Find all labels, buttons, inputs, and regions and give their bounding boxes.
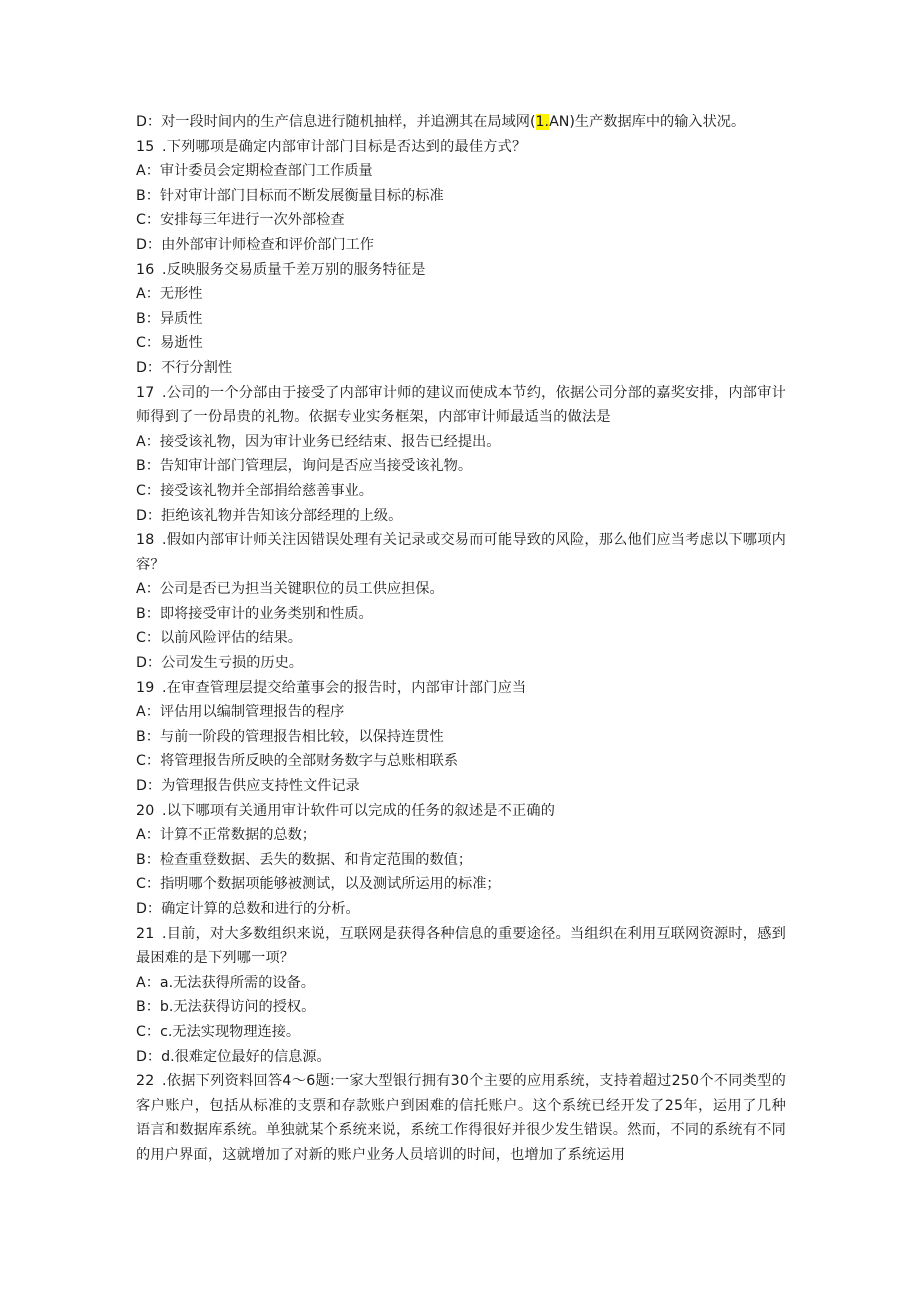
- answer-option: [136, 110, 786, 135]
- question-text: [136, 258, 786, 283]
- answer-option: [136, 356, 786, 381]
- option-text: C：将管理报告所反映的全部财务数字与总账相联系: [136, 753, 459, 770]
- answer-option: [136, 626, 786, 651]
- question-stem: .以下哪项有关通用审计软件可以完成的任务的叙述是不正确的: [162, 802, 556, 819]
- question-text: [136, 922, 786, 971]
- answer-option: [136, 430, 786, 455]
- option-text: C：易逝性: [136, 335, 203, 352]
- answer-option: [136, 577, 786, 602]
- question-stem: .在审查管理层提交给董事会的报告时，内部审计部门应当: [162, 679, 527, 696]
- answer-option: [136, 282, 786, 307]
- question-number: 21: [136, 925, 155, 942]
- question-text: [136, 381, 786, 430]
- option-text: D：拒绝该礼物并告知该分部经理的上级。: [136, 507, 403, 524]
- option-text: D：由外部审计师检查和评价部门工作: [136, 236, 374, 253]
- option-text: D：对一段时间内的生产信息进行随机抽样，并追溯其在局域网(: [136, 114, 536, 130]
- option-text: D：为管理报告供应支持性文件记录: [136, 778, 360, 795]
- option-text-tail: AN)生产数据库中的输入状况。: [549, 114, 746, 130]
- option-text: B：异质性: [136, 310, 203, 327]
- answer-option: [136, 479, 786, 504]
- answer-option: [136, 774, 786, 799]
- answer-option: [136, 700, 786, 725]
- question-number: 18: [136, 532, 155, 549]
- answer-option: [136, 971, 786, 996]
- option-text: A：评估用以编制管理报告的程序: [136, 704, 345, 721]
- answer-option: [136, 823, 786, 848]
- option-text: B：针对审计部门目标而不断发展衡量目标的标准: [136, 187, 444, 204]
- answer-option: [136, 159, 786, 184]
- option-text: A：计算不正常数据的总数；: [136, 827, 316, 844]
- option-text: D：公司发生亏损的历史。: [136, 655, 303, 672]
- option-text: A：a.无法获得所需的设备。: [136, 974, 315, 991]
- question-stem: .下列哪项是确定内部审计部门目标是否达到的最佳方式？: [162, 138, 527, 155]
- document-body: [136, 110, 786, 1168]
- question-text: [136, 528, 786, 577]
- option-text: D：不行分割性: [136, 359, 233, 376]
- answer-option: [136, 1045, 786, 1070]
- question-stem: .公司的一个分部由于接受了内部审计师的建议而使成本节约，依据公司分部的嘉奖安排，内部审计师得到了一份昂贵的礼物。依据专业实务框架，内部审计师最适当的做法是: [136, 384, 786, 426]
- option-text: A：公司是否已为担当关键职位的员工供应担保。: [136, 581, 444, 598]
- question-text: [136, 1069, 786, 1167]
- question-stem: .目前，对大多数组织来说，互联网是获得各种信息的重要途径。当组织在利用互联网资源时，感到最困难的是下列哪一项？: [136, 925, 786, 967]
- option-text: A：接受该礼物，因为审计业务已经结束、报告已经提出。: [136, 433, 501, 450]
- option-text: C：接受该礼物并全部捐给慈善事业。: [136, 482, 373, 499]
- question-number: 20: [136, 802, 155, 819]
- question-stem: .依据下列资料回答4～6题:一家大型银行拥有30个主要的应用系统，支持着超过250个不同类型的客户账户，包括从标准的支票和存款账户到困难的信托账户。这个系统已经开发了25年，运用了几种语言和数据库系统。单独就某个系统来说，系统工作得很好并很少发生错误。然而，不同的系统有不同的用户界面，这就增加了对新的账户业务人员培训的时间，也增加了系统运用: [136, 1073, 786, 1163]
- answer-option: [136, 331, 786, 356]
- question-stem: .假如内部审计师关注因错误处理有关记录或交易而可能导致的风险，那么他们应当考虑以下哪项内容？: [136, 532, 786, 573]
- answer-option: [136, 725, 786, 750]
- option-text: B：与前一阶段的管理报告相比较，以保持连贯性: [136, 728, 444, 745]
- answer-option: [136, 872, 786, 897]
- option-text: C：c.无法实现物理连接。: [136, 1023, 301, 1040]
- question-stem: .反映服务交易质量千差万别的服务特征是: [162, 261, 426, 278]
- option-text: D：d.很难定位最好的信息源。: [136, 1048, 331, 1065]
- answer-option: [136, 307, 786, 332]
- option-text: B：即将接受审计的业务类别和性质。: [136, 605, 373, 622]
- answer-option: [136, 995, 786, 1020]
- option-text: B：告知审计部门管理层，询问是否应当接受该礼物。: [136, 458, 473, 475]
- option-text: A：审计委员会定期检查部门工作质量: [136, 163, 373, 180]
- option-text: B：b.无法获得访问的授权。: [136, 999, 316, 1016]
- option-text: C：以前风险评估的结果。: [136, 630, 302, 647]
- question-number: 19: [136, 679, 155, 696]
- answer-option: [136, 208, 786, 233]
- answer-option: [136, 848, 786, 873]
- highlighted-text: 1.: [535, 114, 550, 130]
- option-text: B：检查重登数据、丢失的数据、和肯定范围的数值；: [136, 851, 473, 868]
- question-number: 17: [136, 384, 155, 401]
- option-text: D：确定计算的总数和进行的分析。: [136, 901, 360, 917]
- answer-option: [136, 504, 786, 529]
- answer-option: [136, 233, 786, 258]
- question-text: [136, 135, 786, 160]
- question-text: [136, 799, 786, 824]
- answer-option: [136, 602, 786, 627]
- answer-option: [136, 454, 786, 479]
- option-text: A：无形性: [136, 286, 203, 303]
- answer-option: [136, 749, 786, 774]
- answer-option: [136, 897, 786, 922]
- answer-option: [136, 651, 786, 676]
- answer-option: [136, 1020, 786, 1045]
- answer-option: [136, 184, 786, 209]
- question-number: 15: [136, 138, 155, 155]
- question-text: [136, 676, 786, 701]
- question-number: 16: [136, 261, 155, 278]
- option-text: C：安排每三年进行一次外部检查: [136, 212, 345, 229]
- option-text: C：指明哪个数据项能够被测试，以及测试所运用的标准；: [136, 876, 501, 893]
- question-number: 22: [136, 1073, 155, 1090]
